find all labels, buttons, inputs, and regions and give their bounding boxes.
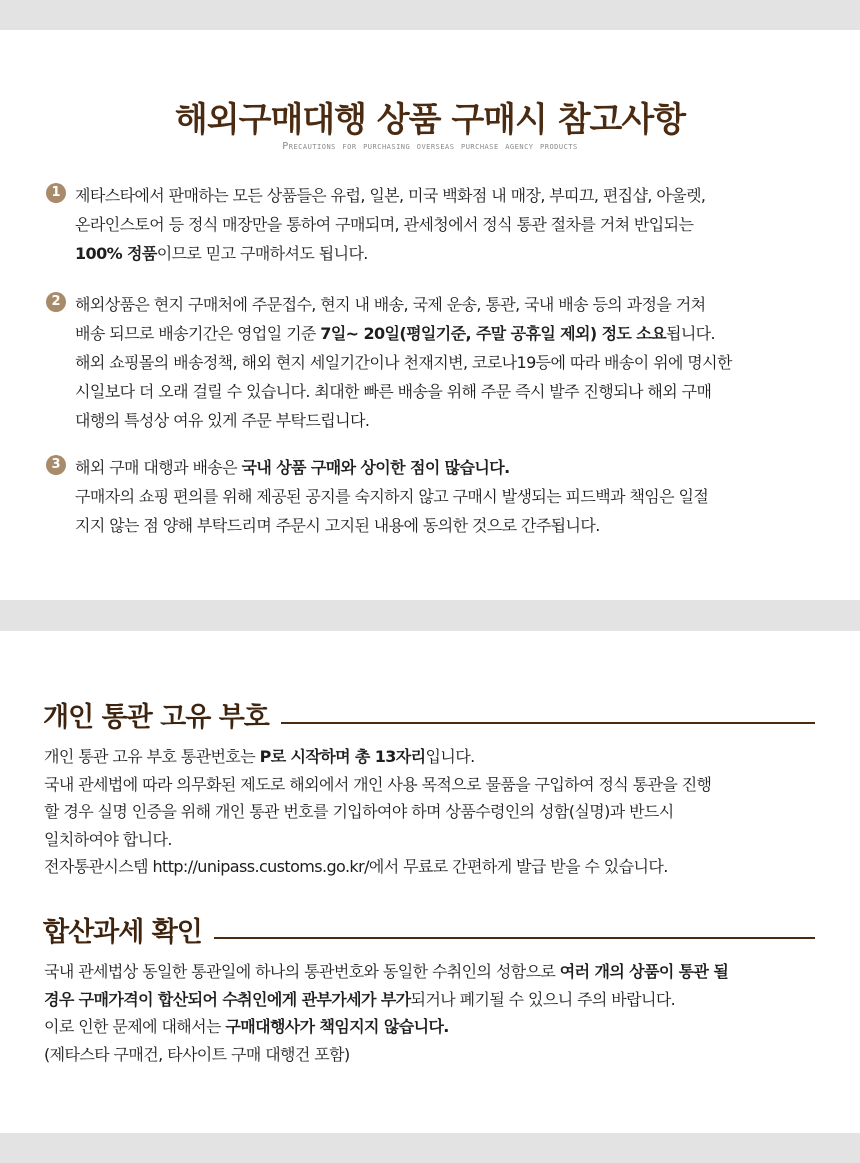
bottom-band bbox=[0, 1133, 860, 1163]
text-run: 제타스타에서 판매하는 모든 상품들은 유럽, 일본, 미국 백화점 내 매장, 부띠끄, 편집샵, 아울렛, bbox=[75, 186, 706, 205]
notice-item-2 bbox=[46, 290, 836, 435]
emphasis-text: P로 시작하며 총 13자리 bbox=[259, 747, 426, 766]
combined-tax-header bbox=[43, 910, 815, 950]
combined-tax-body bbox=[44, 958, 834, 1068]
emphasis-text: 100% 정품 bbox=[75, 244, 157, 263]
text-run: 되거나 폐기될 수 있으니 주의 바랍니다. bbox=[410, 989, 676, 1009]
section-heading: 개인 통관 고유 부호 bbox=[43, 695, 281, 734]
number-badge-icon: 1 bbox=[46, 183, 66, 203]
emphasis-text: 7일~ 20일(평일기준, 주말 공휴일 제외) 정도 소요 bbox=[320, 324, 666, 343]
text-run: 지지 않는 점 양해 부탁드리며 주문시 고지된 내용에 동의한 것으로 간주됩니다. bbox=[75, 516, 600, 535]
text-run: (제타스타 구매건, 타사이트 구매 대행건 포함) bbox=[44, 1044, 350, 1064]
top-band bbox=[0, 0, 860, 30]
text-run: 됩니다. bbox=[665, 324, 716, 343]
text-run: 이로 인한 문제에 대해서는 bbox=[44, 1017, 226, 1036]
emphasis-text: 경우 구매가격이 합산되어 수취인에게 관부가세가 부가 bbox=[44, 989, 411, 1009]
notice-text bbox=[75, 290, 836, 435]
text-run: 이므로 믿고 구매하셔도 됩니다. bbox=[156, 244, 368, 263]
text-run: 국내 관세법상 동일한 통관일에 하나의 통관번호와 동일한 수취인의 성함으로 bbox=[44, 962, 560, 981]
emphasis-text: 구매대행사가 책임지지 않습니다. bbox=[225, 1017, 449, 1036]
text-run: 국내 관세법에 따라 의무화된 제도로 해외에서 개인 사용 목적으로 물품을 구입하여 정식 통관을 진행 bbox=[44, 774, 712, 794]
text-run: 시일보다 더 오래 걸릴 수 있습니다. 최대한 빠른 배송을 위해 주문 즉시 발주 진행되나 해외 구매 bbox=[75, 382, 712, 401]
text-run: 대행의 특성상 여유 있게 주문 부탁드립니다. bbox=[75, 411, 370, 430]
notice-text bbox=[75, 181, 836, 268]
text-run: 해외상품은 현지 구매처에 주문접수, 현지 내 배송, 국제 운송, 통관, 국내 배송 등의 과정을 거쳐 bbox=[75, 295, 706, 314]
text-run: 입니다. bbox=[425, 747, 475, 766]
text-run: 개인 통관 고유 부호 통관번호는 bbox=[44, 747, 260, 766]
number-badge-icon: 2 bbox=[46, 292, 66, 312]
section-heading: 합산과세 확인 bbox=[43, 910, 214, 949]
notice-item-3 bbox=[46, 453, 836, 540]
customs-code-body bbox=[44, 743, 834, 881]
customs-code-header bbox=[43, 695, 815, 735]
text-run: 온라인스토어 등 정식 매장만을 통하여 구매되며, 관세청에서 정식 통관 절차를 거쳐 반입되는 bbox=[75, 215, 694, 234]
text-run: 일치하여야 합니다. bbox=[44, 829, 172, 849]
text-run: 해외 구매 대행과 배송은 bbox=[75, 458, 242, 477]
emphasis-text: 국내 상품 구매와 상이한 점이 많습니다. bbox=[241, 458, 510, 477]
notice-item-1 bbox=[46, 181, 836, 268]
page-title: 해외구매대행 상품 구매시 참고사항 bbox=[174, 100, 686, 140]
text-run: 구매자의 쇼핑 편의를 위해 제공된 공지를 숙지하지 않고 구매시 발생되는 피드백과 책임은 일절 bbox=[75, 487, 709, 506]
number-badge-icon: 3 bbox=[46, 455, 66, 475]
emphasis-text: 여러 개의 상품이 통관 될 bbox=[559, 962, 729, 981]
text-run: 전자통관시스템 http://unipass.customs.go.kr/에서 무료로 간편하게 발급 받을 수 있습니다. bbox=[44, 857, 668, 876]
text-run: 할 경우 실명 인증을 위해 개인 통관 번호를 기입하여야 하며 상품수령인의 성함(실명)과 반드시 bbox=[44, 802, 674, 821]
section-text bbox=[44, 743, 834, 881]
text-run: 배송 되므로 배송기간은 영업일 기준 bbox=[75, 324, 321, 343]
section-text bbox=[44, 958, 834, 1068]
text-run: 해외 쇼핑몰의 배송정책, 해외 현지 세일기간이나 천재지변, 코로나19등에 따라 배송이 위에 명시한 bbox=[75, 353, 732, 372]
section-divider-band bbox=[0, 600, 860, 631]
notice-text bbox=[75, 453, 836, 540]
page-subtitle: Precautions for purchasing overseas purchase agency products bbox=[282, 141, 578, 152]
